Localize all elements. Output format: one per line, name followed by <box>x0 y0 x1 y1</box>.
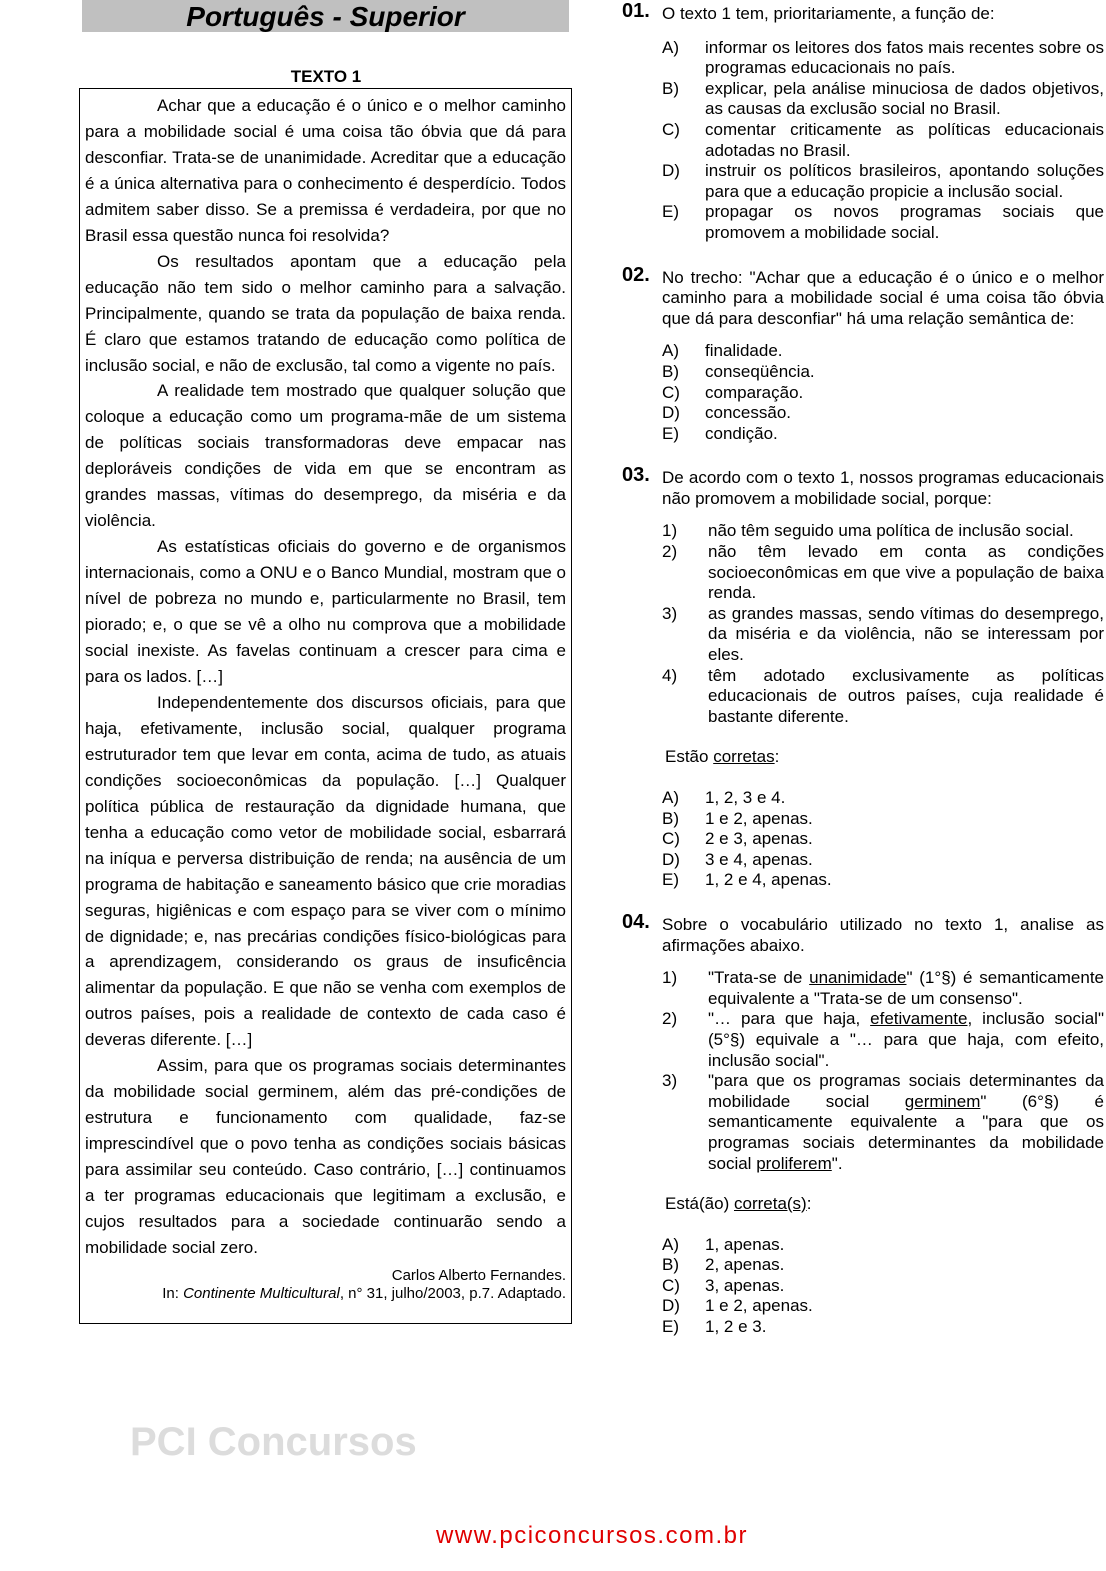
option-letter: C) <box>662 119 680 139</box>
statement-post: , inclusão social" (5°§) equivale a "… para que haja, com efeito, inclusão social". <box>708 1009 1104 1070</box>
paragraph: A realidade tem mostrado que qualquer solução que coloque a educação como um programa-mãe de um sistema de políticas sociais transformadoras deve empacar nas deploráveis condições de vida em que se encontram as grandes massas, vítimas do desemprego, da miséria e da violência. <box>85 381 566 531</box>
verdict-underlined: correta(s) <box>733 1194 807 1214</box>
option-text: 1, apenas. <box>705 1234 785 1254</box>
statement-number: 2) <box>662 1009 678 1029</box>
option-text: condição. <box>705 423 778 443</box>
statement-post: " (1°§) é semanticamente equivalente a "Trata-se de um consenso". <box>708 968 1104 1008</box>
paragraph: Assim, para que os programas sociais determinantes da mobilidade social germinem, além das pré-condições de estrutura e funcionamento com qualidade, faz-se imprescindível que o povo tenha as condições sociais básicas para assimilar seu conteúdo. Caso contrário, […] continuamos a ter programas educacionais que legitimam a exclusão, e cujos resultados para a sociedade continuarão sendo a mobilidade social zero. <box>85 1056 566 1257</box>
verdict-prompt <box>665 747 1104 768</box>
option-e[interactable] <box>662 870 1104 891</box>
option-text: 1, 2 e 3. <box>705 1317 767 1337</box>
option-b[interactable] <box>662 362 1104 383</box>
option-text: 1 e 2, apenas. <box>705 1296 813 1316</box>
option-text: 2 e 3, apenas. <box>705 829 813 849</box>
option-letter: C) <box>662 829 680 849</box>
author: Carlos Alberto Fernandes. <box>391 1266 566 1284</box>
option-letter: E) <box>662 202 679 222</box>
statement-text <box>705 1009 1104 1071</box>
option-letter: B) <box>662 808 679 828</box>
paragraph: Independentemente dos discursos oficiais, para que haja, efetivamente, inclusão social, qualquer programa estruturador tem que levar em conta, acima de tudo, as atuais condições socioeconômicas da população. […] Qualquer política pública de restauração da dignidade humana, que tenha a educação como vetor de mobilidade social, esbarrará na iníqua e perversa distribuição de renda; na ausência de um programa de habitação e saneamento básico que crie moradias seguras, higiênicas e com espaço para se viver com o mínimo de dignidade; e, nas precárias condições físico-biológicas para a aprendizagem, considerando os graus de insuficência alimentar da população. E que não se venha com exemplos de outros países, pois a realidade de contexto de cada caso é deveras diferente. […] <box>85 692 567 1050</box>
source-prefix: In: <box>162 1284 184 1302</box>
statement-text: as grandes massas, sendo vítimas do desemprego, da miséria e da violência, não se interessam por eles. <box>708 603 1104 665</box>
verdict-post: : <box>774 747 780 767</box>
statement-text <box>705 1071 1104 1174</box>
question-02 <box>622 263 1104 445</box>
statement-text: não têm levado em conta as condições socioeconômicas em que vive a população de baixa renda. <box>708 542 1104 603</box>
option-text: 2, apenas. <box>705 1255 785 1275</box>
paragraph: Achar que a educação é o único e o melhor caminho para a mobilidade social é uma coisa tão óbvia que dá para desconfiar. Trata-se de unanimidade. Acreditar que a educação é a única alternativa para o conhecimento é desperdício. Todos admitem saber disso. Se a premissa é verdadeira, por que no Brasil essa questão nunca foi resolvida? <box>85 96 566 245</box>
option-text: finalidade. <box>705 341 783 361</box>
footer-link[interactable]: www.pciconcursos.com.br <box>436 1522 748 1549</box>
question-text: No trecho: "Achar que a educação é o único e o melhor caminho para a mobilidade social é uma coisa tão óbvia que dá para desconfiar" há uma relação semântica de: <box>662 267 1104 328</box>
option-letter: D) <box>662 161 680 181</box>
statement-3 <box>662 604 1104 666</box>
option-text: 1 e 2, apenas. <box>705 808 813 828</box>
source-details: , n° 31, julho/2003, p.7. Adaptado. <box>339 1284 566 1302</box>
option-a[interactable] <box>662 38 1104 79</box>
option-text: concessão. <box>705 403 791 423</box>
option-letter: E) <box>662 1317 679 1337</box>
question-03 <box>622 464 1104 891</box>
option-b[interactable] <box>662 79 1104 120</box>
option-d[interactable] <box>662 1296 1104 1317</box>
statement-number: 1) <box>662 968 678 988</box>
option-text: instruir os políticos brasileiros, apontando soluções para que a educação propicie a inclusão social. <box>705 161 1104 201</box>
option-letter: D) <box>662 403 680 423</box>
option-b[interactable] <box>662 1255 1104 1276</box>
option-e[interactable] <box>662 202 1104 243</box>
statement-post: ". <box>831 1153 843 1173</box>
statement-underlined: unanimidade <box>809 968 907 988</box>
statement-4 <box>662 666 1104 728</box>
statement-text <box>705 968 1104 1009</box>
option-c[interactable] <box>662 829 1104 850</box>
option-text: 3 e 4, apenas. <box>705 849 813 869</box>
statement-2 <box>662 542 1104 604</box>
option-c[interactable] <box>662 120 1104 161</box>
paragraph: As estatísticas oficiais do governo e de organismos internacionais, como a ONU e o Banco Mundial, mostram que o nível de pobreza no mundo e, particularmente no Brasil, tem piorado; e, o que se vê a olho nu comprova que a mobilidade social inexiste. As favelas continuam a crescer para cima e para os lados. […] <box>85 537 566 686</box>
option-text: comparação. <box>705 382 804 402</box>
statement-number: 3) <box>662 603 678 623</box>
option-text: 1, 2, 3 e 4. <box>705 788 786 807</box>
option-text: propagar os novos programas sociais que promovem a mobilidade social. <box>705 202 1104 242</box>
statement-1 <box>662 968 1104 1009</box>
question-04 <box>622 910 1104 1338</box>
option-letter: D) <box>662 1296 680 1316</box>
option-c[interactable] <box>662 383 1104 404</box>
option-a[interactable] <box>662 1235 1104 1256</box>
statement-number: 3) <box>662 1071 678 1091</box>
option-a[interactable] <box>662 788 1104 809</box>
statement-underlined: proliferem <box>756 1153 832 1173</box>
text-label: TEXTO 1 <box>290 67 362 86</box>
option-text: comentar criticamente as políticas educacionais adotadas no Brasil. <box>705 119 1104 160</box>
statement-text: não têm seguido uma política de inclusão social. <box>708 521 1074 541</box>
source-title: Continente Multicultural <box>183 1284 340 1302</box>
page-title: Português - Superior <box>186 1 465 32</box>
statement-1 <box>662 521 1104 542</box>
option-d[interactable] <box>662 161 1104 202</box>
statement-underlined: germinem <box>904 1091 981 1111</box>
statement-2 <box>662 1009 1104 1071</box>
question-number: 02. <box>622 263 650 286</box>
source-ref <box>85 1285 566 1303</box>
statement-pre: "… para que haja, <box>708 1009 871 1029</box>
option-d[interactable] <box>662 850 1104 871</box>
question-text: De acordo com o texto 1, nossos programas educacionais não promovem a mobilidade social, porque: <box>662 468 1104 508</box>
option-letter: A) <box>662 37 679 57</box>
page-title-bar <box>82 0 569 32</box>
option-d[interactable] <box>662 403 1104 424</box>
statement-post: " (6°§) é semanticamente equivalente a "para que os programas sociais determinantes da mobilidade social <box>708 1091 1104 1173</box>
citation <box>85 1267 566 1303</box>
statement-number: 2) <box>662 542 678 562</box>
question-text: Sobre o vocabulário utilizado no texto 1, analise as afirmações abaixo. <box>662 914 1104 955</box>
question-number: 04. <box>622 910 650 933</box>
option-letter: A) <box>662 341 679 361</box>
option-text: 3, apenas. <box>705 1275 785 1295</box>
option-e[interactable] <box>662 1317 1104 1338</box>
question-text: O texto 1 tem, prioritariamente, a função de: <box>662 4 995 23</box>
option-text: explicar, pela análise minuciosa de dados objetivos, as causas da exclusão social no Brasil. <box>705 78 1104 119</box>
verdict-pre: Está(ão) <box>665 1194 734 1214</box>
statement-text: têm adotado exclusivamente as políticas educacionais de outros países, cuja realidade é bastante diferente. <box>708 665 1104 726</box>
option-letter: C) <box>662 382 680 402</box>
statement-3 <box>662 1071 1104 1174</box>
option-e[interactable] <box>662 424 1104 445</box>
option-letter: B) <box>662 361 679 381</box>
statement-pre: "Trata-se de <box>708 968 810 988</box>
passage-box <box>79 88 572 1324</box>
verdict-underlined: corretas <box>713 747 775 767</box>
watermark: PCI Concursos <box>130 1420 417 1464</box>
option-b[interactable] <box>662 809 1104 830</box>
option-letter: D) <box>662 849 680 869</box>
option-letter: A) <box>662 1234 679 1254</box>
option-text: conseqüência. <box>705 361 815 381</box>
option-letter: B) <box>662 78 679 98</box>
option-letter: B) <box>662 1255 679 1275</box>
option-text: informar os leitores dos fatos mais recentes sobre os programas educacionais no país. <box>705 37 1104 78</box>
option-letter: C) <box>662 1275 680 1295</box>
verdict-prompt <box>665 1194 1104 1215</box>
statement-number: 1) <box>662 521 678 541</box>
question-number: 01. <box>622 0 650 22</box>
question-01 <box>622 0 1104 244</box>
option-c[interactable] <box>662 1276 1104 1297</box>
statement-underlined: efetivamente <box>870 1009 968 1029</box>
question-number: 03. <box>622 464 650 487</box>
option-letter: E) <box>662 423 679 443</box>
option-letter: E) <box>662 870 679 890</box>
verdict-pre: Estão <box>665 747 714 767</box>
option-letter: A) <box>662 788 679 807</box>
statement-number: 4) <box>662 665 678 685</box>
verdict-post: : <box>806 1194 812 1214</box>
paragraph: Os resultados apontam que a educação pela educação não tem sido o melhor caminho para a salvação. Principalmente, quando se trata da população de baixa renda. É claro que estamos tratando de educação como política de inclusão social, e não de exclusão, tal como a vigente no país. <box>85 251 566 375</box>
option-text: 1, 2 e 4, apenas. <box>705 870 832 890</box>
option-a[interactable] <box>662 341 1104 362</box>
questions-column <box>622 0 1104 1362</box>
statement-pre: "para que os programas sociais determinantes da mobilidade social <box>708 1071 1104 1111</box>
